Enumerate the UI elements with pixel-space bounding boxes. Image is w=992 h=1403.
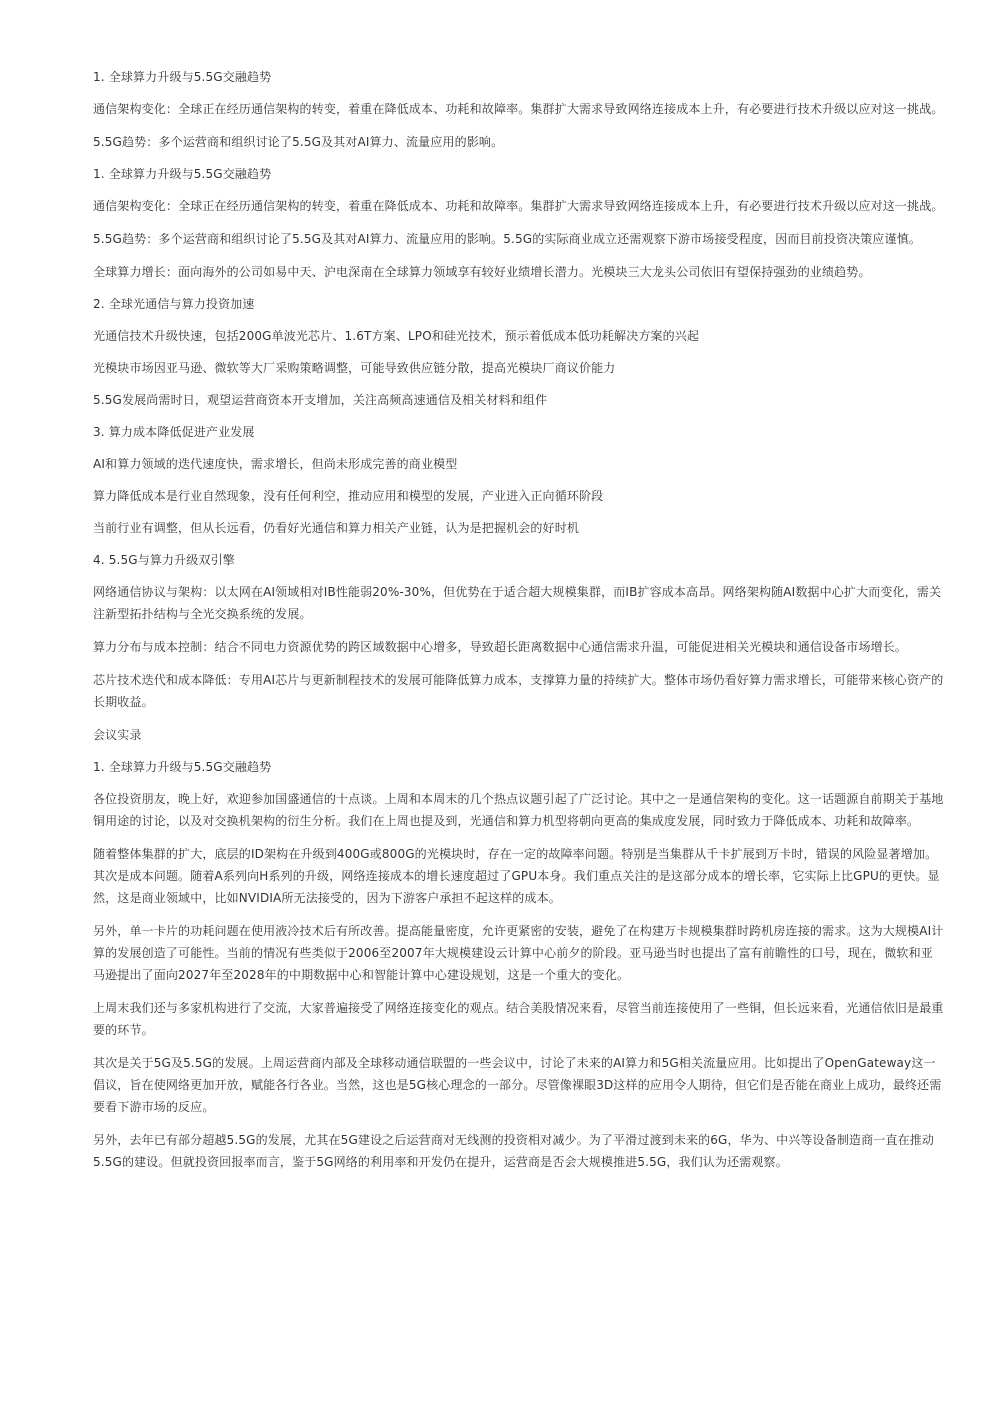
paragraph: AI和算力领域的迭代速度快，需求增长，但尚未形成完善的商业模型 xyxy=(93,457,458,471)
paragraph: 随着整体集群的扩大，底层的ID架构在升级到400G或800G的光模块时，存在一定的故障率问题。特别是当集群从千卡扩展到万卡时，错误的风险显著增加。其次是成本问题。随着A系列向H系列的升级，网络连接成本的增长速度超过了GPU本身。我们重点关注的是这部分成本的增长率，它实际上比GPU的更快。显然，这是商业领域中，比如NVIDIA所无法接受的，因为下游客户承担不起这样的成本。 xyxy=(93,847,940,905)
paragraph: 上周末我们还与多家机构进行了交流，大家普遍接受了网络连接变化的观点。结合美股情况来看，尽管当前连接使用了一些铜，但长远来看，光通信依旧是最重要的环节。 xyxy=(93,1001,944,1037)
paragraph: 通信架构变化：全球正在经历通信架构的转变，着重在降低成本、功耗和故障率。集群扩大需求导致网络连接成本上升，有必要进行技术升级以应对这一挑战。 xyxy=(93,102,944,116)
paragraph: 另外，去年已有部分超越5.5G的发展，尤其在5G建设之后运营商对无线测的投资相对减少。为了平滑过渡到未来的6G，华为、中兴等设备制造商一直在推动5.5G的建设。但就投资回报率而言，鉴于5G网络的利用率和开发仍在提升，运营商是否会大规模推进5.5G，我们认为还需观察。 xyxy=(93,1133,935,1169)
section-heading: 会议实录 xyxy=(93,728,142,742)
paragraph: 当前行业有调整，但从长远看，仍看好光通信和算力相关产业链，认为是把握机会的好时机 xyxy=(93,521,580,535)
paragraph: 其次是关于5G及5.5G的发展。上周运营商内部及全球移动通信联盟的一些会议中，讨论了未来的AI算力和5G相关流量应用。比如提出了OpenGateway这一倡议，旨在使网络更加开放，赋能各行各业。当然，这也是5G核心理念的一部分。尽管像裸眼3D这样的应用令人期待，但它们是否能在商业上成功，最终还需要看下游市场的反应。 xyxy=(93,1056,942,1114)
section-heading: 3. 算力成本降低促进产业发展 xyxy=(93,425,255,439)
paragraph: 全球算力增长：面向海外的公司如易中天、沪电深南在全球算力领域享有较好业绩增长潜力。光模块三大龙头公司依旧有望保持强劲的业绩趋势。 xyxy=(93,265,871,279)
paragraph: 算力降低成本是行业自然现象，没有任何利空，推动应用和模型的发展，产业进入正向循环阶段 xyxy=(93,489,604,503)
section-heading: 1. 全球算力升级与5.5G交融趋势 xyxy=(93,167,272,181)
paragraph: 5.5G趋势：多个运营商和组织讨论了5.5G及其对AI算力、流量应用的影响。 xyxy=(93,135,504,149)
section-heading: 4. 5.5G与算力升级双引擎 xyxy=(93,553,235,567)
section-heading: 2. 全球光通信与算力投资加速 xyxy=(93,297,255,311)
paragraph: 芯片技术迭代和成本降低：专用AI芯片与更新制程技术的发展可能降低算力成本，支撑算力量的持续扩大。整体市场仍看好算力需求增长，可能带来核心资产的长期收益。 xyxy=(93,673,944,709)
document-page xyxy=(93,66,945,1184)
paragraph: 光模块市场因亚马逊、微软等大厂采购策略调整，可能导致供应链分散，提高光模块厂商议价能力 xyxy=(93,361,616,375)
paragraph: 光通信技术升级快速，包括200G单波光芯片、1.6T方案、LPO和硅光技术，预示着低成本低功耗解决方案的兴起 xyxy=(93,329,700,343)
paragraph: 5.5G趋势：多个运营商和组织讨论了5.5G及其对AI算力、流量应用的影响。5.5G的实际商业成立还需观察下游市场接受程度，因而目前投资决策应谨慎。 xyxy=(93,232,922,246)
section-heading: 1. 全球算力升级与5.5G交融趋势 xyxy=(93,70,272,84)
paragraph: 5.5G发展尚需时日，观望运营商资本开支增加，关注高频高速通信及相关材料和组件 xyxy=(93,393,548,407)
paragraph: 网络通信协议与架构：以太网在AI领域相对IB性能弱20%-30%，但优势在于适合超大规模集群，而IB扩容成本高昂。网络架构随AI数据中心扩大而变化，需关注新型拓扑结构与全光交换系统的发展。 xyxy=(93,585,942,621)
section-heading: 1. 全球算力升级与5.5G交融趋势 xyxy=(93,760,272,774)
paragraph: 通信架构变化：全球正在经历通信架构的转变，着重在降低成本、功耗和故障率。集群扩大需求导致网络连接成本上升，有必要进行技术升级以应对这一挑战。 xyxy=(93,199,944,213)
paragraph: 另外，单一卡片的功耗问题在使用液冷技术后有所改善。提高能量密度，允许更紧密的安装，避免了在构建万卡规模集群时跨机房连接的需求。这为大规模AI计算的发展创造了可能性。当前的情况有些类似于2006至2007年大规模建设云计算中心前夕的阶段。亚马逊当时也提出了富有前瞻性的口号，现在，微软和亚马逊提出了面向2027年至2028年的中期数据中心和智能计算中心建设规划，这是一个重大的变化。 xyxy=(93,924,944,982)
paragraph: 算力分布与成本控制：结合不同电力资源优势的跨区域数据中心增多，导致超长距离数据中心通信需求升温，可能促进相关光模块和通信设备市场增长。 xyxy=(93,640,908,654)
paragraph: 各位投资朋友，晚上好，欢迎参加国盛通信的十点谈。上周和本周末的几个热点议题引起了广泛讨论。其中之一是通信架构的变化。这一话题源自前期关于基地铜用途的讨论，以及对交换机架构的衍生分析。我们在上周也提及到，光通信和算力机型将朝向更高的集成度发展，同时致力于降低成本、功耗和故障率。 xyxy=(93,792,944,828)
